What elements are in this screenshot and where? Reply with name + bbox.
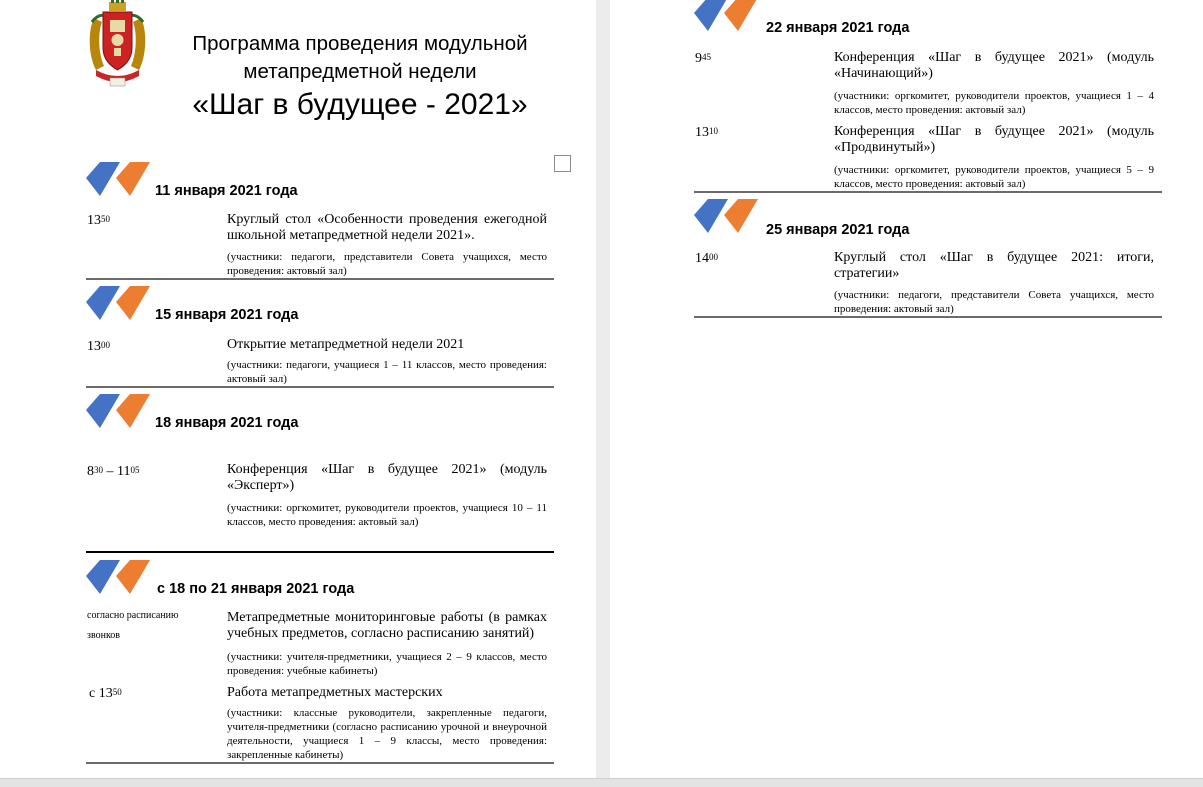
event-title: Конференция «Шаг в будущее 2021» (модуль «Продвинутый») xyxy=(834,124,1154,155)
event-time: $14^{00}$ xyxy=(695,251,718,266)
section-divider xyxy=(86,551,554,553)
page-gap xyxy=(596,0,610,778)
title-line-2: метапредметной недели xyxy=(243,60,477,83)
date-heading-jan-11: 11 января 2021 года xyxy=(155,183,298,199)
document-title xyxy=(160,30,560,125)
event-time: $13^{00}$ xyxy=(87,339,110,354)
event-note: (участники: педагоги, представители Совета учащихся, место проведения: актовый зал) xyxy=(227,251,547,277)
event-title: Круглый стол «Особенности проведения ежегодной школьной метапредметной недели 2021». xyxy=(227,212,547,243)
section-divider xyxy=(86,386,554,388)
chevron-logo-icon xyxy=(86,286,150,322)
chevron-logo-icon xyxy=(86,394,150,430)
layout-options-checkbox[interactable] xyxy=(554,155,571,172)
event-title: Метапредметные мониторинговые работы (в рамках учебных предметов, согласно расписанию занятий) xyxy=(227,610,547,641)
section-divider xyxy=(694,316,1162,318)
event-note: (участники: оргкомитет, руководители проектов, учащиеся 10 – 11 классов, место проведения: актовый зал) xyxy=(227,502,547,528)
date-heading-jan-22: 22 января 2021 года xyxy=(766,20,910,36)
event-note: (участники: педагоги, представители Совета учащихся, место проведения: актовый зал) xyxy=(834,289,1154,315)
event-title: Работа метапредметных мастерских xyxy=(227,685,443,700)
chevron-logo-icon xyxy=(86,162,150,198)
section-divider xyxy=(86,278,554,280)
chevron-logo-icon xyxy=(694,199,758,235)
chevron-logo-icon xyxy=(86,560,150,596)
document-page-left xyxy=(0,0,596,778)
event-time: с $13^{50}$ xyxy=(89,686,122,701)
date-heading-period: с 18 по 21 января 2021 года xyxy=(157,581,355,597)
event-note: (участники: учителя-предметники, учащиеся 2 – 9 классов, место проведения: учебные кабинеты) xyxy=(227,651,547,677)
date-heading-jan-18: 18 января 2021 года xyxy=(155,415,299,431)
date-heading-jan-25: 25 января 2021 года xyxy=(766,222,910,238)
city-coat-of-arms-icon xyxy=(86,0,149,92)
chevron-logo-icon xyxy=(694,0,758,33)
event-time: $9^{45}$ xyxy=(695,51,711,66)
section-divider xyxy=(694,191,1162,193)
event-note: (участники: педагоги, учащиеся 1 – 11 классов, место проведения: актовый зал) xyxy=(227,359,547,385)
event-time: $13^{10}$ xyxy=(695,125,718,140)
title-line-3: «Шаг в будущее - 2021» xyxy=(192,88,528,121)
event-title: Открытие метапредметной недели 2021 xyxy=(227,337,465,352)
event-title: Круглый стол «Шаг в будущее 2021: итоги, стратегии» xyxy=(834,250,1154,281)
date-heading-jan-15: 15 января 2021 года xyxy=(155,307,299,323)
schedule-note: согласно расписанию звонков xyxy=(87,610,179,641)
document-page-right xyxy=(610,0,1203,778)
event-note: (участники: классные руководители, закрепленные педагоги, учителя-предметники (согласно расписанию урочной и внеурочной деятельности, учащиеся 1 – 9 классы, место проведения: закрепленные кабинеты) xyxy=(227,707,547,761)
event-time: $13^{50}$ xyxy=(87,213,110,228)
event-note: (участники: оргкомитет, руководители проектов, учащиеся 5 – 9 классов, место проведения: актовый зал) xyxy=(834,164,1154,190)
section-divider xyxy=(86,762,554,764)
event-title: Конференция «Шаг в будущее 2021» (модуль «Эксперт») xyxy=(227,462,547,493)
event-note: (участники: оргкомитет, руководители проектов, учащиеся 1 – 4 классов, место проведения: актовый зал) xyxy=(834,90,1154,116)
event-time: $8^{30} - 11^{05}$ xyxy=(87,464,140,479)
title-line-1: Программа проведения модульной xyxy=(192,32,528,55)
event-title: Конференция «Шаг в будущее 2021» (модуль «Начинающий») xyxy=(834,50,1154,81)
